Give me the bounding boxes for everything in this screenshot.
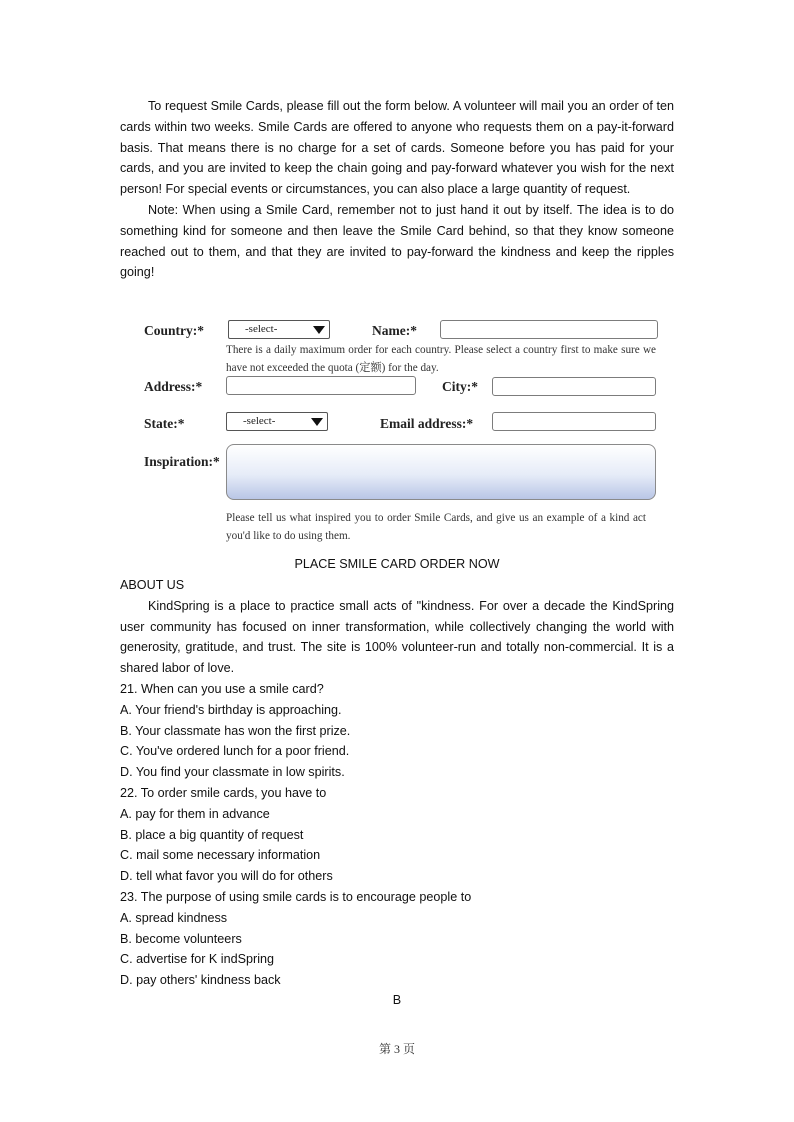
question-23-option-a: A. spread kindness [120, 910, 228, 925]
country-select[interactable] [228, 320, 330, 339]
section-b-heading: B [392, 993, 402, 1007]
name-label: Name:* [372, 323, 417, 338]
state-select-value: -select- [243, 415, 276, 427]
question-23-stem: 23. The purpose of using smile cards is to encourage people to [120, 889, 472, 904]
state-label: State:* [144, 416, 185, 431]
question-23-option-d: D. pay others' kindness back [120, 973, 281, 988]
chevron-down-icon [313, 326, 325, 334]
chevron-down-icon [311, 418, 323, 426]
city-label: City:* [442, 379, 478, 394]
question-22-stem: 22. To order smile cards, you have to [120, 785, 327, 800]
about-text: KindSpring is a place to practice small acts of "kindness. For over a decade the KindSpring user community has focused on inner transformation, while collectively changing the world with generosity, gratitude, and trust. The site is 100% volunteer-run and totally non-commercial. It is a shared labor of love. [120, 598, 674, 676]
inspiration-textarea[interactable] [226, 444, 656, 500]
question-22-option-c: C. mail some necessary information [120, 848, 321, 863]
city-input[interactable] [492, 377, 656, 396]
smile-card-order-form [140, 316, 670, 548]
question-23-option-c: C. advertise for K indSpring [120, 952, 274, 967]
email-label: Email address:* [380, 416, 474, 431]
question-21-option-d: D. You find your classmate in low spirits. [120, 765, 345, 780]
country-label: Country:* [144, 323, 204, 338]
address-label: Address:* [144, 379, 203, 394]
inspiration-label: Inspiration:* [144, 454, 220, 469]
intro-paragraph-2: Note: When using a Smile Card, remember not to just hand it out by itself. The idea is to do something kind for someone and then leave the Smile Card behind, so that they know someone reached out to them, and that they are invited to pay-forward the kindness and keep the ripples going! [120, 202, 674, 280]
country-quota-note: There is a daily maximum order for each country. Please select a country first to make sure we have not exceeded the quota (定额) for the day. [226, 344, 656, 374]
question-22-option-a: A. pay for them in advance [120, 806, 270, 821]
place-order-link[interactable]: PLACE SMILE CARD ORDER NOW [294, 557, 500, 571]
question-22-option-b: B. place a big quantity of request [120, 827, 304, 842]
question-21-option-b: B. Your classmate has won the first prize. [120, 723, 351, 738]
page-number-footer: 第 3 页 [378, 1042, 415, 1056]
address-input[interactable] [226, 376, 416, 395]
question-22-option-d: D. tell what favor you will do for others [120, 869, 333, 884]
inspiration-note: Please tell us what inspired you to order Smile Cards, and give us an example of a kind act you'd like to do using them. [226, 512, 646, 542]
question-21-option-c: C. You've ordered lunch for a poor friend. [120, 744, 350, 759]
question-23-option-b: B. become volunteers [120, 931, 242, 946]
country-select-value: -select- [245, 323, 278, 335]
about-heading: ABOUT US [120, 578, 185, 592]
question-21-stem: 21. When can you use a smile card? [120, 681, 324, 696]
name-input[interactable] [440, 320, 658, 339]
intro-paragraph-1: To request Smile Cards, please fill out the form below. A volunteer will mail you an order of ten cards within two weeks. Smile Cards are offered to anyone who requests them on a pay-it-forward basis. That means there is no charge for a set of cards. Someone before you has paid for your cards, and you are invited to keep the chain going and pay-forward whatever you wish for the next person! For special events or circumstances, you can also place a large quantity of request. [120, 99, 674, 197]
state-select[interactable] [226, 412, 328, 431]
intro-section [120, 96, 674, 283]
about-and-questions [120, 575, 674, 991]
question-21-option-a: A. Your friend's birthday is approaching. [120, 702, 342, 717]
email-input[interactable] [492, 412, 656, 431]
